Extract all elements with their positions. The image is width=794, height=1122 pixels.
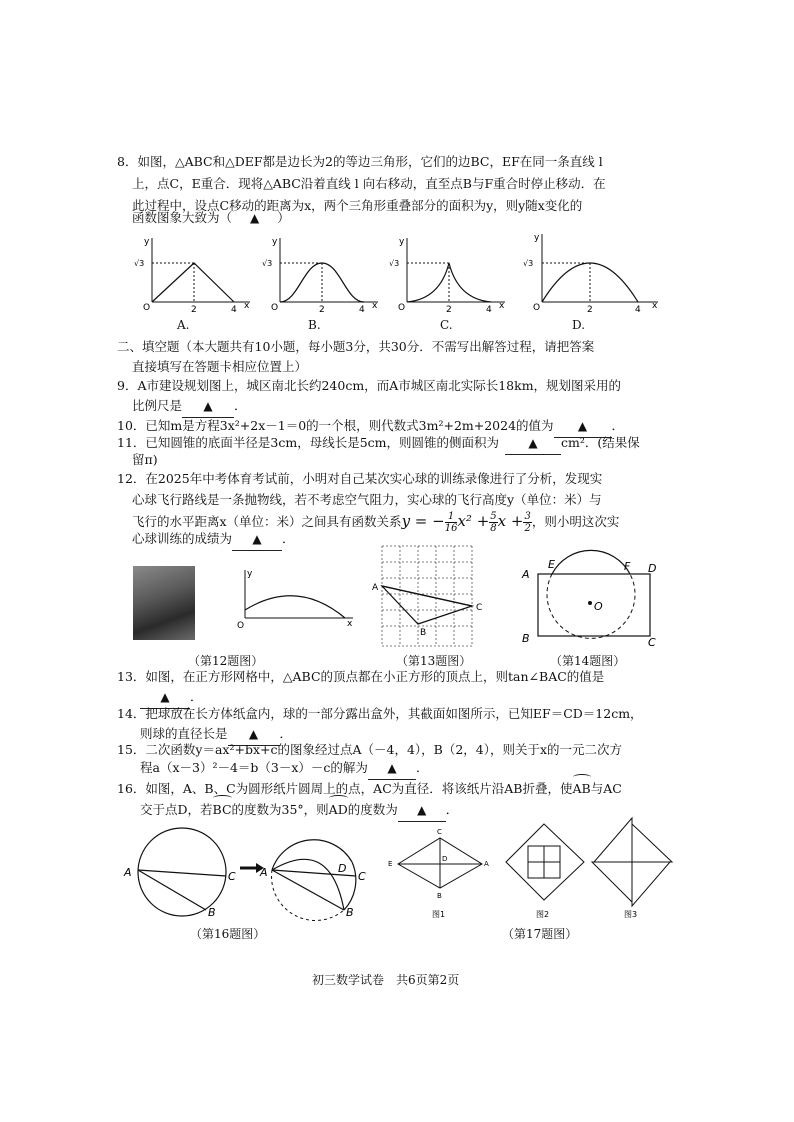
fraction-3-2 xyxy=(523,511,531,534)
label-o: O xyxy=(594,600,603,613)
sqrt3: √3 xyxy=(134,259,145,268)
label-d: D xyxy=(338,862,347,875)
graph-b xyxy=(262,232,383,315)
axis-x: x xyxy=(499,301,505,311)
q8-line4-end: ） xyxy=(277,210,290,225)
label-a2: A xyxy=(260,866,268,879)
q14-line1: 14．把球放在长方体纸盒内，球的一部分露出盒外，其截面如图所示，已知EF＝CD＝12cm， xyxy=(117,706,643,721)
q16-line1-end: 与AC xyxy=(590,781,622,796)
section2-line1: 二、填空题（本大题共有10小题，每小题3分，共30分．不需写出解答过程，请把答案 xyxy=(117,339,595,354)
q8-line4 xyxy=(132,207,290,229)
q12-line4 xyxy=(132,528,295,551)
option-a: A. xyxy=(177,318,190,332)
q13-end: ． xyxy=(190,689,203,704)
q11-line2: 留π) xyxy=(132,452,158,467)
q12-formula xyxy=(401,510,532,534)
axis-x: x xyxy=(372,301,378,311)
answer-blank xyxy=(232,528,282,551)
q8-line2: 上，点C，E重合．现将△ABC沿着直线 l 向右移动，直至点B与F重合时停止移动．在 xyxy=(132,176,606,191)
q10-end: ． xyxy=(611,418,625,433)
q8-line1: 8．如图，△ABC和△DEF都是边长为2的等边三角形，它们的边BC，EF在同一条直线 l xyxy=(117,154,603,169)
shot-put-photo xyxy=(133,566,195,640)
axis-y: y xyxy=(534,233,540,243)
answer-mark: ▲ xyxy=(528,436,538,450)
q16-line2-mid: 的度数为35°，则 xyxy=(231,802,329,817)
q12-line4-text: 心球训练的成绩为 xyxy=(132,531,233,546)
sqrt3: √3 xyxy=(523,259,534,268)
label-d: D xyxy=(442,855,448,863)
tick-2: 2 xyxy=(319,305,325,315)
fig14-box-ball xyxy=(518,556,663,648)
caption-t1: 图1 xyxy=(432,910,446,919)
label-d: D xyxy=(648,562,657,575)
fig16-circles xyxy=(120,826,370,918)
origin: O xyxy=(398,303,406,313)
arc-bc: BC xyxy=(213,799,232,820)
tick-2: 2 xyxy=(191,305,197,315)
tick-4: 4 xyxy=(486,305,492,315)
formula-x: x + xyxy=(497,512,524,530)
answer-mark: ▲ xyxy=(160,690,170,704)
q16-line1 xyxy=(117,778,622,799)
label-e: E xyxy=(548,558,555,571)
label-b: B xyxy=(437,892,442,900)
sqrt3: √3 xyxy=(389,259,400,268)
section2-line2: 直接填写在答题卡相应位置上） xyxy=(132,359,308,374)
label-b: B xyxy=(420,628,427,638)
graph-c xyxy=(389,232,510,315)
fig17-folding xyxy=(384,814,674,920)
q12-line1: 12．在2025年中考体育考试前，小明对自己某次实心球的训练录像进行了分析，发现实 xyxy=(117,471,603,486)
option-d: D. xyxy=(572,318,586,332)
q12-line3-end: ，则小明这次实 xyxy=(531,514,620,529)
answer-blank xyxy=(368,757,416,780)
origin: O xyxy=(143,303,151,313)
q16-line2-mid2: 的度数为 xyxy=(347,802,398,817)
q15-line1: 15．二次函数y＝ax²+bx+c的图象经过点A（－4，4），B（2，4），则关于x的一元二次方 xyxy=(117,742,623,757)
label-c2: C xyxy=(358,870,366,883)
answer-mark: ▲ xyxy=(250,211,260,225)
frac-den: 16 xyxy=(444,522,458,534)
origin: O xyxy=(271,303,279,313)
label-a: A xyxy=(484,860,489,868)
graph-d xyxy=(523,228,663,315)
frac-den: 8 xyxy=(490,522,497,534)
tick-4: 4 xyxy=(359,305,365,315)
label-b: B xyxy=(208,906,216,919)
q16-end: ． xyxy=(445,802,459,817)
origin: O xyxy=(237,621,245,631)
caption-fig16: （第16题图） xyxy=(190,927,266,941)
label-b2: B xyxy=(346,906,354,919)
q8-line4-text: 函数图象大致为（ xyxy=(132,210,233,225)
q11-text: 11．已知圆锥的底面半径是3cm，母线长是5cm，则圆锥的侧面积为 xyxy=(117,435,500,450)
q9-line1: 9．A市建设规划图上，城区南北长约240cm，而A市城区南北实际长18km，规划图采用的 xyxy=(117,378,622,393)
sqrt3: √3 xyxy=(262,259,273,268)
q12-line2: 心球飞行路线是一条抛物线，若不考虑空气阻力，实心球的飞行高度y（单位：米）与 xyxy=(132,492,602,507)
axis-x: x xyxy=(347,619,353,629)
q8-line3: 此过程中，设点C移动的距离为x，两个三角形重叠部分的面积为y，则y随x变化的 xyxy=(132,198,583,213)
caption-fig14: （第14题图） xyxy=(550,654,626,668)
q9-line2-text: 比例尺是 xyxy=(132,398,183,413)
q10-text: 10．已知m是方程3x²+2x－1＝0的一个根，则代数式3m²+2m+2024的值为 xyxy=(117,418,554,433)
arc-ab: AB xyxy=(573,778,591,799)
q11-end: cm²．(结果保 xyxy=(561,435,640,450)
label-a: A xyxy=(372,583,379,593)
axis-x: x xyxy=(244,301,250,311)
tick-4: 4 xyxy=(231,305,237,315)
arc-ad: AD xyxy=(329,799,348,820)
q9-end: ． xyxy=(234,398,247,413)
caption-fig17: （第17题图） xyxy=(502,927,578,941)
caption-fig12: （第12题图） xyxy=(188,654,264,668)
q11-line1 xyxy=(117,432,640,455)
frac-num: 5 xyxy=(490,510,497,522)
axis-y: y xyxy=(144,237,150,247)
q16-line2-text: 交于点D，若 xyxy=(140,802,213,817)
answer-mark: ▲ xyxy=(252,532,262,546)
answer-blank xyxy=(505,432,561,455)
q15-end: ． xyxy=(415,760,429,775)
label-e: E xyxy=(388,860,393,868)
label-c: C xyxy=(228,870,236,883)
q16-line1-text: 16．如图，A、B、C为圆形纸片圆周上的点，AC为直径．将该纸片沿AB折叠，使 xyxy=(117,781,573,796)
q12-end: ． xyxy=(282,531,295,546)
fraction-1-16 xyxy=(445,511,458,534)
caption-t3: 图3 xyxy=(624,910,638,919)
caption-t2: 图2 xyxy=(536,910,550,919)
answer-mark: ▲ xyxy=(387,761,397,775)
label-f: F xyxy=(624,560,631,573)
fig13-grid xyxy=(370,544,490,650)
label-a: A xyxy=(124,866,132,879)
label-c: C xyxy=(648,636,656,649)
q15-line2-text: 程a（x－3）²－4＝b（3－x）－c的解为 xyxy=(140,760,368,775)
fraction-5-8 xyxy=(489,511,497,534)
answer-mark: ▲ xyxy=(577,419,588,433)
frac-num: 3 xyxy=(524,510,531,522)
frac-num: 1 xyxy=(445,511,458,523)
formula-y: y = − xyxy=(401,512,445,530)
tick-4: 4 xyxy=(635,305,641,315)
axis-y: y xyxy=(399,237,405,247)
axis-x: x xyxy=(652,301,658,311)
answer-mark: ▲ xyxy=(417,803,427,817)
origin: O xyxy=(533,303,541,313)
axis-y: y xyxy=(272,237,278,247)
q12-line3-text: 飞行的水平距离x（单位：米）之间具有函数关系 xyxy=(132,514,402,529)
frac-den: 2 xyxy=(524,522,531,534)
q14-line2-text: 则球的直径长是 xyxy=(140,726,228,741)
caption-fig13: （第13题图） xyxy=(396,654,472,668)
graph-a xyxy=(134,232,255,315)
answer-mark: ▲ xyxy=(248,727,259,741)
option-b: B. xyxy=(308,318,321,332)
option-c: C. xyxy=(440,318,453,332)
label-c: C xyxy=(437,828,442,836)
axis-y: y xyxy=(247,569,253,579)
label-c: C xyxy=(476,603,483,613)
tick-2: 2 xyxy=(587,305,593,315)
q14-end: ． xyxy=(279,726,293,741)
answer-mark: ▲ xyxy=(203,399,213,413)
q15-line2 xyxy=(140,757,428,780)
label-a: A xyxy=(522,568,530,581)
label-b: B xyxy=(522,632,530,645)
tick-2: 2 xyxy=(446,305,452,315)
page-footer: 初三数学试卷 共6页第2页 xyxy=(312,973,460,987)
q13-line1: 13．如图，在正方形网格中，△ABC的顶点都在小正方形的顶点上，则tan∠BAC的值是 xyxy=(117,669,605,684)
fig12-parabola xyxy=(235,566,360,636)
formula-x2: x² + xyxy=(457,512,490,530)
